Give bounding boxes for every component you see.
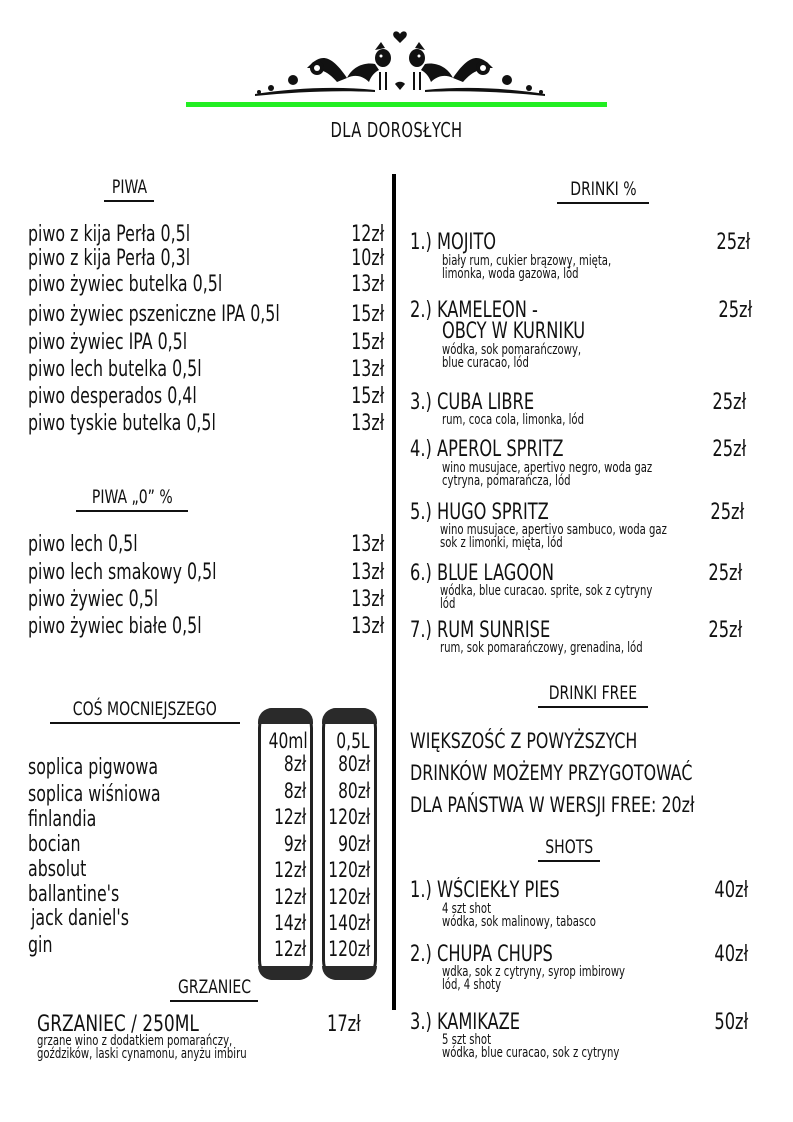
shot-description: 5 szt shot wódka, blue curacao, sok z cytryny <box>442 1032 620 1061</box>
price-cell: 140zł <box>327 911 370 935</box>
menu-item: piwo żywiec butelka 0,5l 13zł <box>28 272 384 297</box>
bottle-column-40ml <box>258 708 313 980</box>
section-heading-piwa: PIWA <box>104 176 154 198</box>
shot-title: 1.) WŚCIEKŁY PIES <box>410 878 560 903</box>
menu-item: jack daniel's <box>31 906 129 931</box>
menu-item: piwo lech smakowy 0,5l 13zł <box>28 560 384 585</box>
section-heading-drinki: DRINKI % <box>557 178 649 200</box>
shot-price: 40zł <box>714 942 748 967</box>
price-cell: 120zł <box>327 937 370 961</box>
section-heading-piwa-0: PIWA „0” % <box>76 486 188 508</box>
price-cell: 12zł <box>273 885 306 909</box>
drink-title: 6.) BLUE LAGOON <box>410 561 555 586</box>
shot-price: 40zł <box>714 878 748 903</box>
menu-item: piwo żywiec IPA 0,5l 15zł <box>28 330 384 355</box>
drink-title: 3.) CUBA LIBRE <box>410 390 535 415</box>
section-heading-grzaniec: GRZANIEC <box>170 976 258 998</box>
bottle-column-0-5l <box>322 708 377 980</box>
drink-price: 25zł <box>712 437 746 462</box>
drink-description: wódka, sok pomarańczowy, blue curacao, lód <box>442 342 582 371</box>
drink-title: 5.) HUGO SPRITZ <box>410 500 549 525</box>
price-cell: 12zł <box>273 937 306 961</box>
bottle-cap <box>322 708 377 724</box>
bottle-base <box>322 966 377 980</box>
drink-description: rum, sok pomarańczowy, grenadina, lód <box>440 640 643 656</box>
menu-item: soplica pigwowa <box>28 755 159 780</box>
menu-item: absolut <box>28 857 87 882</box>
drink-title: 4.) APEROL SPRITZ <box>410 437 564 462</box>
drink-title: 2.) KAMELEON - <box>410 298 538 323</box>
column-divider <box>392 174 396 1010</box>
price-cell: 90zł <box>337 832 370 856</box>
page-title: DLA DOROSŁYCH <box>330 118 463 142</box>
price-cell: 12zł <box>273 805 306 829</box>
shot-title: 3.) KAMIKAZE <box>410 1010 520 1035</box>
drink-title: 1.) MOJITO <box>410 230 497 255</box>
shot-description: wdka, sok z cytryny, syrop imbirowy lód, 4 shoty <box>442 964 626 993</box>
price-cell: 80zł <box>337 779 370 803</box>
folk-roosters-ornament-icon <box>255 28 545 98</box>
price-cell: 8zł <box>283 752 306 776</box>
menu-item: bocian <box>28 832 81 857</box>
price-cell: 120zł <box>327 858 370 882</box>
grzaniec-description: grzane wino z dodatkiem pomarańczy, goździków, laski cynamonu, anyżu imbiru <box>37 1033 247 1062</box>
bottle-base <box>258 966 313 980</box>
shot-description: 4 szt shot wódka, sok malinowy, tabasco <box>442 901 596 930</box>
section-heading-shots: SHOTS <box>538 836 600 858</box>
shot-price: 50zł <box>714 1010 748 1035</box>
menu-item: soplica wiśniowa <box>28 782 161 807</box>
menu-item: piwo żywiec 0,5l 13zł <box>28 587 384 612</box>
menu-item: gin <box>28 933 53 958</box>
drink-description: wódka, blue curacao. sprite, sok z cytryny lód <box>440 583 653 612</box>
menu-item: piwo z kija Perła 0,3l 10zł <box>28 246 384 271</box>
column-header-40ml: 40ml <box>268 729 308 753</box>
drink-title-line2: OBCY W KURNIKU <box>442 319 586 344</box>
header-accent-line <box>186 102 607 107</box>
drink-price: 25zł <box>710 500 744 525</box>
section-heading-drinki-free: DRINKI FREE <box>538 682 648 704</box>
column-header-0-5l: 0,5L <box>336 729 370 753</box>
menu-item: piwo lech butelka 0,5l 13zł <box>28 357 384 382</box>
shot-title: 2.) CHUPA CHUPS <box>410 942 553 967</box>
price-cell: 14zł <box>273 911 306 935</box>
menu-item: piwo lech 0,5l 13zł <box>28 532 384 557</box>
drinki-free-notice: WIĘKSZOŚĆ Z POWYŻSZYCH DRINKÓW MOŻEMY PRZYGOTOWAĆ DLA PAŃSTWA W WERSJI FREE: 20zł <box>410 729 695 817</box>
price-cell: 9zł <box>283 832 306 856</box>
menu-item: piwo żywiec pszeniczne IPA 0,5l 15zł <box>28 302 384 327</box>
drink-description: biały rum, cukier brązowy, mięta, limonka, woda gazowa, lód <box>442 253 612 282</box>
drink-description: rum, coca cola, limonka, lód <box>442 412 584 428</box>
price-cell: 80zł <box>337 752 370 776</box>
menu-item: piwo z kija Perła 0,5l 12zł <box>28 222 384 247</box>
price-cell: 8zł <box>283 779 306 803</box>
menu-item: piwo desperados 0,4l 15zł <box>28 384 384 409</box>
drink-description: wino musujace, apertivo sambuco, woda gaz sok z limonki, mięta, lód <box>440 522 667 551</box>
menu-item: piwo żywiec białe 0,5l 13zł <box>28 614 384 639</box>
drink-price: 25zł <box>716 230 750 255</box>
drink-price: 25zł <box>708 561 742 586</box>
grzaniec-title: GRZANIEC / 250ML <box>37 1012 199 1037</box>
price-cell: 12zł <box>273 858 306 882</box>
section-heading-cos-mocniejszego: COŚ MOCNIEJSZEGO <box>50 698 240 720</box>
drink-price: 25zł <box>712 390 746 415</box>
drink-price: 25zł <box>718 298 752 323</box>
drink-price: 25zł <box>708 618 742 643</box>
menu-item: ballantine's <box>28 882 120 907</box>
grzaniec-price: 17zł <box>327 1012 361 1037</box>
price-cell: 120zł <box>327 805 370 829</box>
drink-description: wino musujace, apertivo negro, woda gaz cytryna, pomarańcza, lód <box>442 460 653 489</box>
bottle-cap <box>258 708 313 724</box>
menu-item: finlandia <box>28 807 97 832</box>
price-cell: 120zł <box>327 885 370 909</box>
menu-item: piwo tyskie butelka 0,5l 13zł <box>28 411 384 436</box>
drink-title: 7.) RUM SUNRISE <box>410 618 551 643</box>
